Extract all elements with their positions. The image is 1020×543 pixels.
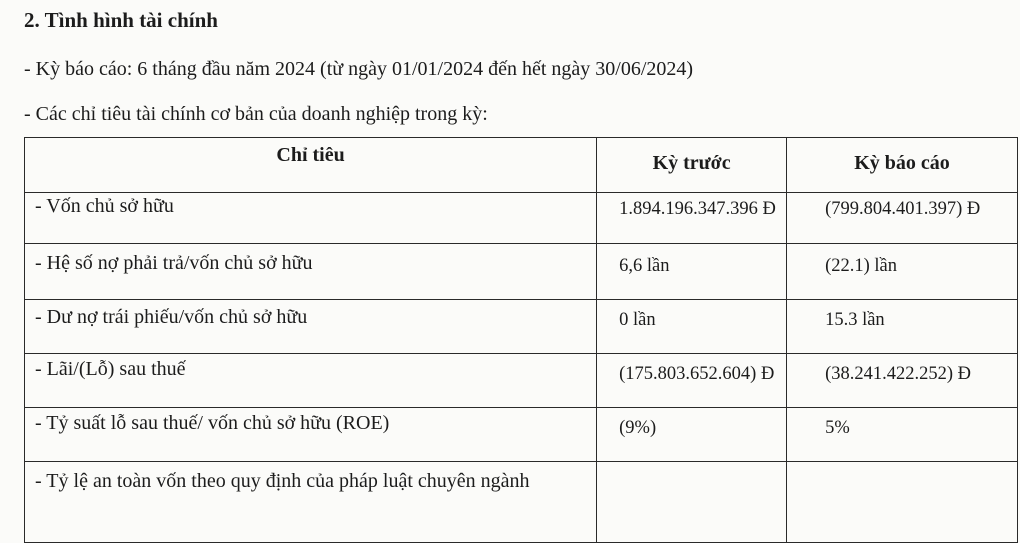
row-label: - Vốn chủ sở hữu [25, 193, 597, 244]
row-current-value: (22.1) lần [787, 244, 1018, 300]
table-header-row [25, 138, 1018, 193]
row-label: - Dư nợ trái phiếu/vốn chủ sở hữu [25, 300, 597, 354]
row-current-value: (38.241.422.252) Đ [787, 354, 1018, 408]
header-previous-period: Kỳ trước [597, 138, 787, 193]
row-current-value [787, 462, 1018, 543]
header-reporting-period: Kỳ báo cáo [787, 138, 1018, 193]
row-label: - Tỷ lệ an toàn vốn theo quy định của pháp luật chuyên ngành [25, 462, 597, 543]
row-label: - Lãi/(Lỗ) sau thuế [25, 354, 597, 408]
row-current-value: 15.3 lần [787, 300, 1018, 354]
row-previous-value: (175.803.652.604) Đ [597, 354, 787, 408]
header-indicator: Chỉ tiêu [25, 138, 597, 193]
table-row [25, 408, 1018, 462]
section-heading: 2. Tình hình tài chính [24, 8, 218, 32]
table-row [25, 354, 1018, 408]
table-row [25, 244, 1018, 300]
row-current-value: (799.804.401.397) Đ [787, 193, 1018, 244]
table-intro-line: - Các chỉ tiêu tài chính cơ bản của doanh nghiệp trong kỳ: [24, 103, 488, 125]
reporting-period-line: - Kỳ báo cáo: 6 tháng đầu năm 2024 (từ ngày 01/01/2024 đến hết ngày 30/06/2024) [24, 58, 694, 80]
table-row [25, 300, 1018, 354]
financial-indicators-table [24, 137, 1018, 543]
table-row [25, 462, 1018, 543]
row-previous-value: 1.894.196.347.396 Đ [597, 193, 787, 244]
row-previous-value [597, 462, 787, 543]
row-previous-value: (9%) [597, 408, 787, 462]
row-previous-value: 0 lần [597, 300, 787, 354]
table-row [25, 193, 1018, 244]
row-label: - Tỷ suất lỗ sau thuế/ vốn chủ sở hữu (ROE) [25, 408, 597, 462]
row-current-value: 5% [787, 408, 1018, 462]
row-label: - Hệ số nợ phải trả/vốn chủ sở hữu [25, 244, 597, 300]
row-previous-value: 6,6 lần [597, 244, 787, 300]
